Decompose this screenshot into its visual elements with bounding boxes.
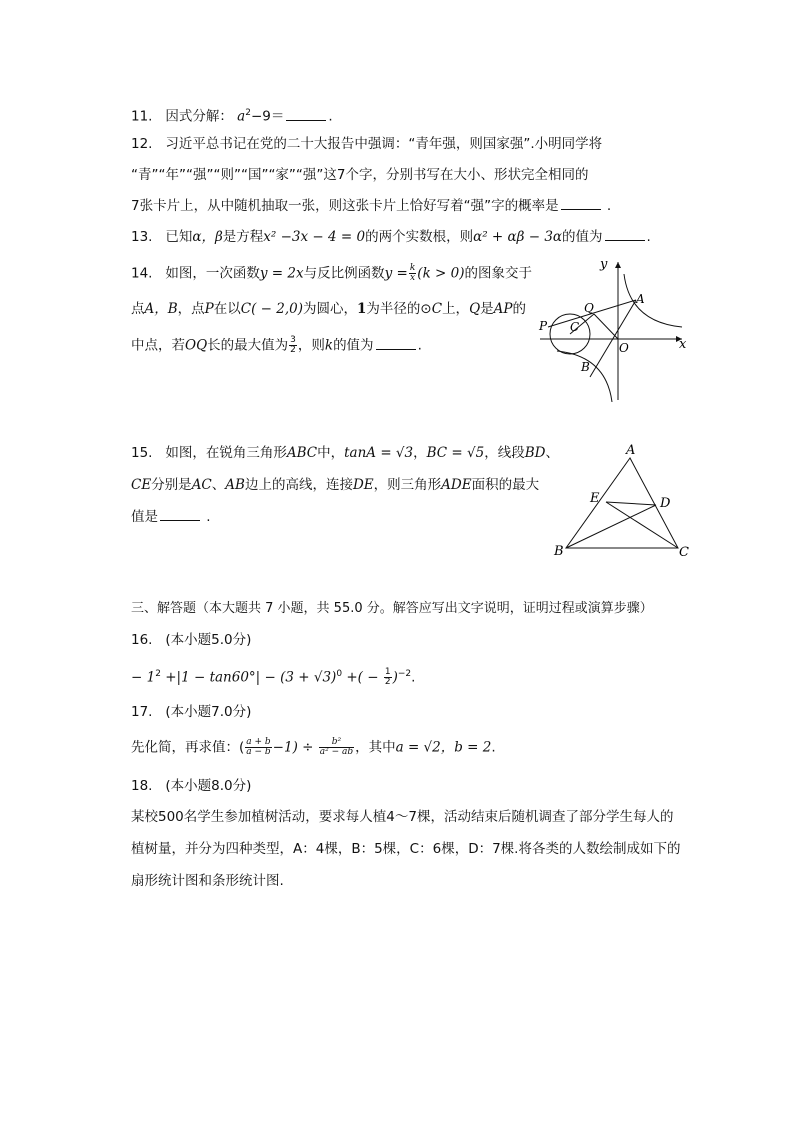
period: .	[606, 198, 612, 214]
question-15-line-1	[131, 444, 559, 462]
question-16-header	[131, 631, 251, 649]
question-text: 的两个实数根，则	[365, 229, 474, 245]
fraction-numerator: 1	[384, 667, 391, 677]
fraction-denominator: a − b	[246, 747, 271, 757]
question-number: 17.	[131, 704, 153, 720]
question-text: 在以	[213, 301, 241, 317]
question-text: 某校500名学生参加植树活动，要求每人植4～7棵，活动结束后随机调查了部分学生每人的	[131, 809, 674, 825]
question-text: 值是	[131, 509, 158, 525]
question-text: 如图，一次函数	[165, 265, 260, 282]
question-number: 18.	[131, 778, 153, 794]
fraction-one-half	[384, 668, 392, 687]
answer-blank[interactable]	[605, 228, 645, 241]
math-variable: P	[204, 301, 214, 317]
question-score: (本小题8.0分)	[165, 778, 252, 794]
exponent: 2	[155, 669, 161, 679]
math-variable: AB	[225, 477, 245, 493]
question-text: 先化简，再求值：(	[131, 739, 245, 756]
question-text: 的值为	[333, 337, 374, 354]
math-expression: − 1	[131, 669, 156, 686]
question-12-line-3	[131, 197, 611, 215]
section-3-title	[131, 600, 653, 618]
math-variable: k	[324, 337, 334, 354]
question-11	[131, 104, 333, 126]
question-text: 习近平总书记在党的二十大报告中强调：“青年强，则国家强”.小明同学将	[165, 136, 603, 152]
question-number: 11.	[131, 108, 153, 125]
math-expression: )	[392, 669, 398, 686]
question-text: ，其中	[355, 739, 396, 756]
math-variable: CE	[131, 477, 152, 493]
question-16-expression	[131, 665, 415, 687]
math-point: C( − 2,0)	[240, 301, 303, 317]
answer-blank[interactable]	[561, 197, 601, 210]
question-text: ，则三角形	[373, 477, 442, 493]
question-text: 7张卡片上，从中随机抽取一张，则这张卡片上恰好写着“强”字的概率是	[131, 198, 559, 214]
question-score: (本小题7.0分)	[165, 704, 252, 720]
math-variable: Q	[469, 301, 481, 317]
fraction-denominator: x	[410, 273, 416, 283]
question-15-line-3	[131, 508, 211, 526]
question-text: 、	[545, 445, 559, 461]
question-text: 与反比例函数	[303, 265, 385, 282]
label-x: x	[679, 337, 687, 352]
question-17-text	[131, 738, 496, 757]
question-15-line-2	[131, 476, 539, 494]
question-text: 的值为	[562, 229, 603, 245]
answer-blank[interactable]	[376, 337, 416, 350]
math-equation: y =	[384, 265, 408, 282]
question-text: ，则	[297, 337, 325, 354]
math-expression: −9＝	[250, 108, 285, 125]
fraction-numerator: k	[409, 263, 416, 273]
period: .	[491, 739, 496, 756]
question-text: 点	[131, 301, 145, 317]
fraction-numerator: a + b	[246, 737, 271, 747]
question-text: ，	[413, 445, 427, 461]
question-13	[131, 228, 651, 246]
math-equation: tanA = √3	[344, 445, 414, 461]
question-18-line-2	[131, 840, 680, 858]
period: .	[206, 509, 211, 525]
label-q: Q	[584, 301, 594, 315]
fraction-k-over-x	[409, 264, 416, 283]
question-text: 中点，若	[131, 337, 185, 354]
math-expression: α² + αβ − 3α	[473, 229, 563, 245]
question-text: “青”“年”“强”“则”“国”“家”“强”这7个字，分别书写在大小、形状完全相同的	[131, 167, 589, 183]
question-text: 如图，在锐角三角形	[165, 445, 287, 461]
question-text: 、	[211, 477, 226, 493]
math-expression: +( −	[342, 669, 383, 686]
math-expression: −1) ÷	[272, 739, 318, 756]
exponent: 0	[336, 669, 343, 679]
label-c: C	[570, 320, 580, 334]
question-number: 15.	[131, 445, 153, 461]
question-18-line-1	[131, 808, 673, 826]
question-number: 14.	[131, 265, 153, 282]
math-variable: AC	[191, 477, 212, 493]
fraction-denominator: 2	[384, 677, 391, 687]
section-title: 三、解答题（本大题共 7 小题，共 55.0 分。解答应写出文字说明，证明过程或演算步骤）	[131, 601, 653, 616]
question-12-line-1	[131, 135, 602, 153]
question-text: 分别是	[151, 477, 192, 493]
fraction-numerator: 3	[290, 335, 296, 345]
exponent: 2	[245, 108, 251, 118]
math-variable: α，β	[192, 229, 223, 245]
label-c: C	[679, 545, 689, 560]
question-text: 是	[480, 301, 494, 317]
question-14-line-2	[131, 300, 526, 318]
question-text: 是方程	[222, 229, 264, 245]
math-variable: ABC	[286, 445, 318, 461]
fraction-three-halves	[289, 336, 297, 355]
question-text: 为半径的⊙	[366, 301, 432, 317]
segment-de	[606, 502, 656, 505]
question-text: 的	[512, 301, 526, 317]
question-14-line-1	[131, 264, 532, 283]
question-text: 边上的高线，连接	[244, 477, 353, 493]
question-text: 为圆心，	[303, 301, 357, 317]
math-equation: BC = √5	[426, 445, 485, 461]
question-score: (本小题5.0分)	[165, 632, 252, 648]
math-variable: DE	[352, 477, 374, 493]
math-variable: OQ	[185, 337, 208, 354]
label-b: B	[554, 544, 564, 559]
math-variable: BD	[524, 445, 546, 461]
label-a: A	[626, 443, 636, 458]
math-equation: a = √2，b = 2	[395, 739, 492, 756]
question-text: 中，	[317, 445, 345, 461]
fraction-b-squared	[319, 738, 354, 757]
math-expression: a	[237, 108, 246, 125]
exponent: −2	[397, 669, 412, 679]
label-y: y	[600, 257, 608, 272]
question-text: 已知	[165, 229, 193, 245]
label-d: D	[660, 496, 671, 511]
math-variable: AP	[493, 301, 513, 317]
period: .	[646, 229, 651, 245]
period: .	[411, 669, 416, 686]
question-text: 的图象交于	[464, 265, 532, 282]
question-text: 扇形统计图和条形统计图.	[131, 873, 284, 889]
hyperbola-branch-2	[557, 351, 612, 402]
fraction-numerator: b²	[319, 738, 354, 748]
label-b: B	[581, 360, 590, 374]
period: .	[417, 337, 422, 354]
math-number: 1	[357, 301, 367, 317]
label-a: A	[636, 292, 645, 306]
label-p: P	[539, 319, 548, 333]
math-condition: (k > 0)	[417, 265, 465, 282]
q14-figure	[532, 252, 700, 402]
question-text: ，线段	[484, 445, 525, 461]
question-14-line-3	[131, 336, 422, 355]
math-variable: A，B	[144, 301, 178, 317]
math-equation: y = 2x	[259, 265, 304, 282]
label-o: O	[619, 341, 629, 355]
question-18-line-3	[131, 872, 284, 890]
question-number: 16.	[131, 632, 153, 648]
question-text: ，点	[177, 301, 205, 317]
question-12-line-2	[131, 166, 589, 184]
fraction-denominator: 2	[290, 345, 296, 355]
question-text: 因式分解：	[165, 108, 233, 125]
label-e: E	[590, 491, 600, 506]
answer-blank[interactable]	[286, 108, 326, 121]
question-17-header	[131, 703, 251, 721]
question-number: 13.	[131, 229, 153, 245]
segment-bd	[566, 505, 656, 548]
question-text: 面积的最大	[471, 477, 540, 493]
segment-oq	[594, 314, 618, 339]
question-text: 长的最大值为	[207, 337, 289, 354]
question-text: 植树量，并分为四种类型，A：4棵，B：5棵，C：6棵，D：7棵.将各类的人数绘制成如下的	[131, 841, 681, 857]
math-expression: +|1 − tan60°| − (3 + √3)	[160, 669, 337, 686]
question-18-header	[131, 777, 251, 795]
fraction-denominator: a² − ab	[319, 747, 354, 757]
fraction-a-plus-b	[245, 738, 271, 757]
answer-blank[interactable]	[160, 508, 200, 521]
question-text: 上，	[442, 301, 470, 317]
math-equation: x² −3x − 4 = 0	[263, 229, 366, 245]
question-number: 12.	[131, 136, 153, 152]
period: .	[328, 108, 333, 125]
q15-figure	[548, 440, 698, 564]
math-variable: C	[431, 301, 443, 317]
math-variable: ADE	[441, 477, 472, 493]
